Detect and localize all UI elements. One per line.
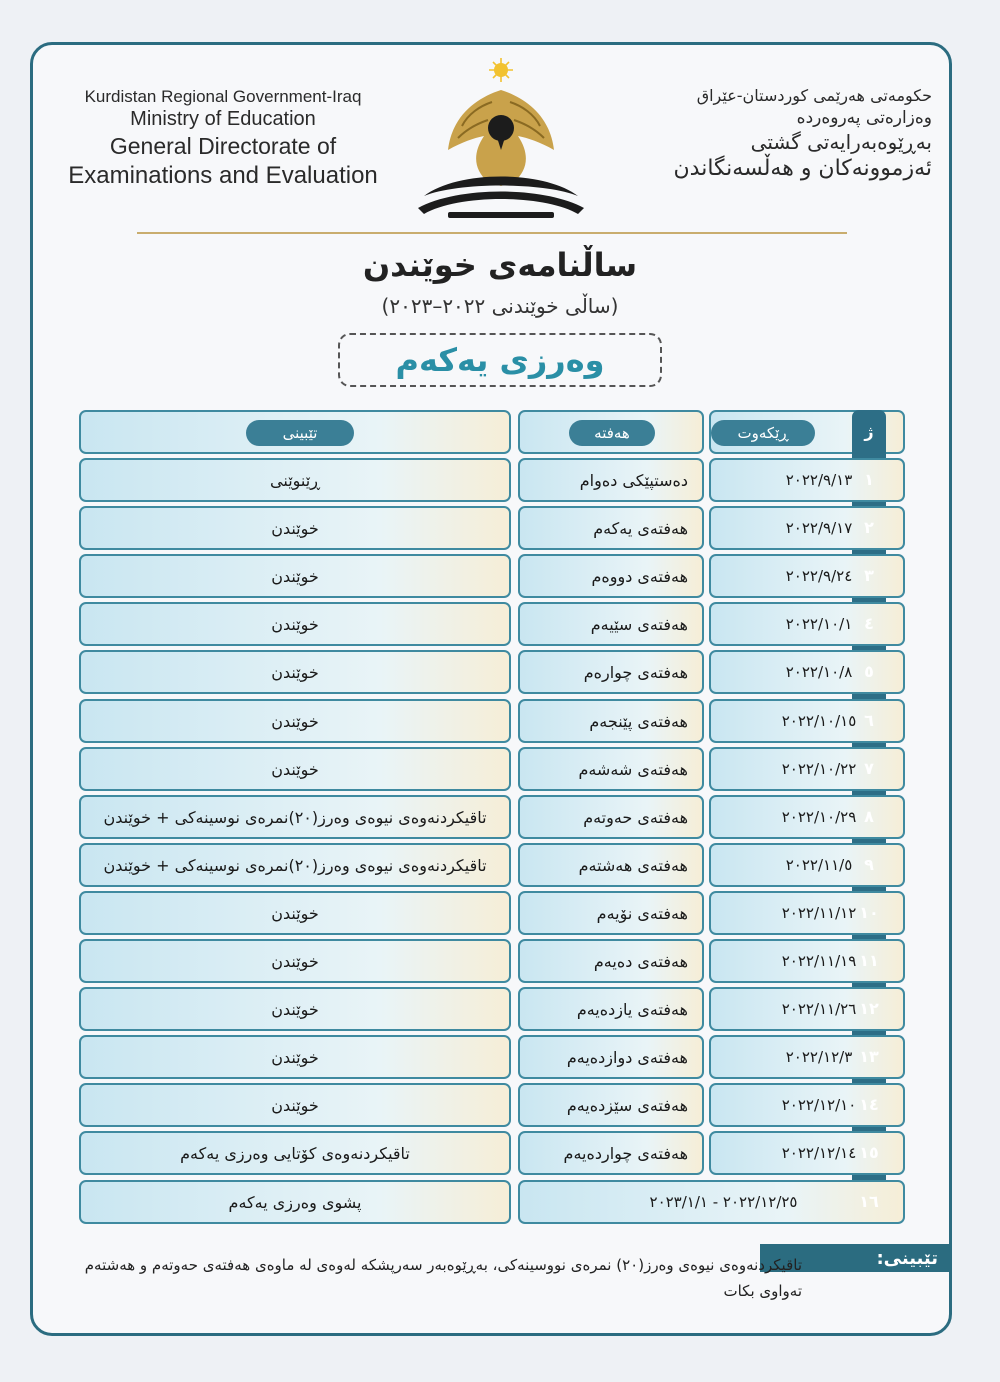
note-cell: خوێندن (79, 699, 511, 743)
note-cell: تاقیکردنەوەی نیوەی وەرز(٢٠)نمرەی نوسینەکی + خوێندن (79, 843, 511, 887)
week-cell: هەفتەی سێیەم (518, 602, 704, 646)
header-en-line: Kurdistan Regional Government-Iraq (84, 87, 362, 106)
row-number: ١٤ (859, 1095, 879, 1114)
date-cell: ٢٠٢٢/١٠/٢٩ (709, 795, 905, 839)
note-cell: تاقیکردنەوەی نیوەی وەرز(٢٠)نمرەی نوسینەکی + خوێندن (79, 795, 511, 839)
date-cell: ٢٠٢٢/١١/٥ (709, 843, 905, 887)
header-en-line: General Directorate of (109, 133, 337, 160)
date-cell: ٢٠٢٢/١١/١٩ (709, 939, 905, 983)
note-cell: خوێندن (79, 602, 511, 646)
date-cell: ٢٠٢٢/٩/١٧ (709, 506, 905, 550)
date-cell: ٢٠٢٢/٩/١٣ (709, 458, 905, 502)
week-cell: دەستپێکی دەوام (518, 458, 704, 502)
week-cell: هەفتەی چواردەیەم (518, 1131, 704, 1175)
date-cell: ٢٠٢٢/١٢/١٤ (709, 1131, 905, 1175)
row-number: ١ (864, 470, 874, 489)
date-cell: ٢٠٢٢/١٢/٣ (709, 1035, 905, 1079)
note-cell: ڕێنوێنی (79, 458, 511, 502)
header-ku-line: بەڕێوەبەرایەتی گشتی (750, 129, 932, 154)
week-cell: هەفتەی هەشتەم (518, 843, 704, 887)
note-cell: خوێندن (79, 1035, 511, 1079)
row-number: ١٠ (859, 903, 879, 922)
header-kurdish (602, 86, 932, 183)
header-english (48, 86, 398, 191)
row-number: ١٥ (859, 1143, 879, 1162)
footnote-label: تێبینی: (760, 1244, 952, 1272)
row-number: ٦ (864, 711, 874, 730)
week-cell: هەفتەی نۆیەم (518, 891, 704, 935)
row-number: ٤ (864, 614, 874, 633)
page-subtitle: (ساڵی خوێندنی ٢٠٢٢–٢٠٢٣) (381, 294, 619, 318)
date-cell: ٢٠٢٢/١١/١٢ (709, 891, 905, 935)
week-cell: هەفتەی یەکەم (518, 506, 704, 550)
number-header: ژ (864, 422, 874, 441)
row-number: ١١ (859, 951, 879, 970)
date-cell: ٢٠٢٢/١٠/٢٢ (709, 747, 905, 791)
header-ku-line: وەزارەتی پەروەردە (796, 107, 932, 128)
note-cell: تاقیکردنەوەی کۆتایی وەرزی یەکەم (79, 1131, 511, 1175)
week-cell: هەفتەی دووەم (518, 554, 704, 598)
week-cell: هەفتەی یازدەیەم (518, 987, 704, 1031)
semester-label: وەرزی یەکەم (338, 333, 662, 387)
week-cell: هەفتەی دەیەم (518, 939, 704, 983)
footnote-text: تاقیکردنەوەی نیوەی وەرز(٢٠) نمرەی نووسینەکی، بەڕێوەبەر سەرپشکە لەوەی لە ماوەی هەفتەی حەوتەم و هەشتەم تەواوی بکات (84, 1256, 802, 1301)
date-header: ڕێکەوت (711, 420, 815, 446)
header-ku-line: حکومەتی هەرێمی کوردستان-عێراق (696, 86, 932, 105)
header-en-line: Ministry of Education (130, 108, 316, 131)
header-divider (137, 232, 847, 234)
note-cell: خوێندن (79, 506, 511, 550)
week-cell: هەفتەی سێزدەیەم (518, 1083, 704, 1127)
note-cell: خوێندن (79, 1083, 511, 1127)
header-ku-line: ئەزموونەکان و هەڵسەنگاندن (673, 155, 932, 181)
note-cell: خوێندن (79, 939, 511, 983)
row-number: ٥ (864, 662, 874, 681)
week-cell: هەفتەی پێنجەم (518, 699, 704, 743)
week-cell: هەفتەی چوارەم (518, 650, 704, 694)
date-cell: ٢٠٢٢/٩/٢٤ (709, 554, 905, 598)
row-number: ٧ (864, 759, 874, 778)
date-cell: ٢٠٢٢/١٢/١٠ (709, 1083, 905, 1127)
row-number: ١٦ (859, 1192, 879, 1211)
date-cell: ٢٠٢٢/١٠/١٥ (709, 699, 905, 743)
row-number: ٣ (864, 566, 874, 585)
note-cell: خوێندن (79, 747, 511, 791)
krg-emblem-logo (418, 58, 584, 220)
week-cell: هەفتەی دوازدەیەم (518, 1035, 704, 1079)
row-number: ٢ (864, 518, 874, 537)
note-cell: پشوی وەرزی یەکەم (79, 1180, 511, 1224)
note-cell: خوێندن (79, 987, 511, 1031)
row-number: ٩ (864, 855, 874, 874)
date-cell: ٢٠٢٢/١١/٢٦ (709, 987, 905, 1031)
header-en-line: Examinations and Evaluation (68, 162, 378, 189)
row-number: ١٢ (859, 999, 879, 1018)
date-cell: ٢٠٢٢/١٠/٨ (709, 650, 905, 694)
note-cell: خوێندن (79, 891, 511, 935)
row-number: ١٣ (859, 1047, 879, 1066)
page-title: ساڵنامەی خوێندن (362, 246, 638, 284)
row-number: ٨ (864, 807, 874, 826)
note-cell: خوێندن (79, 554, 511, 598)
date-cell: ٢٠٢٢/١٠/١ (709, 602, 905, 646)
note-cell: خوێندن (79, 650, 511, 694)
week-cell: هەفتەی شەشەم (518, 747, 704, 791)
week-header: هەفتە (569, 420, 655, 446)
week-cell: هەفتەی حەوتەم (518, 795, 704, 839)
sun-icon (489, 58, 513, 82)
note-header: تێبینی (246, 420, 354, 446)
date-cell: ٢٠٢٢/١٢/٢٥ - ٢٠٢٣/١/١ (518, 1180, 905, 1224)
